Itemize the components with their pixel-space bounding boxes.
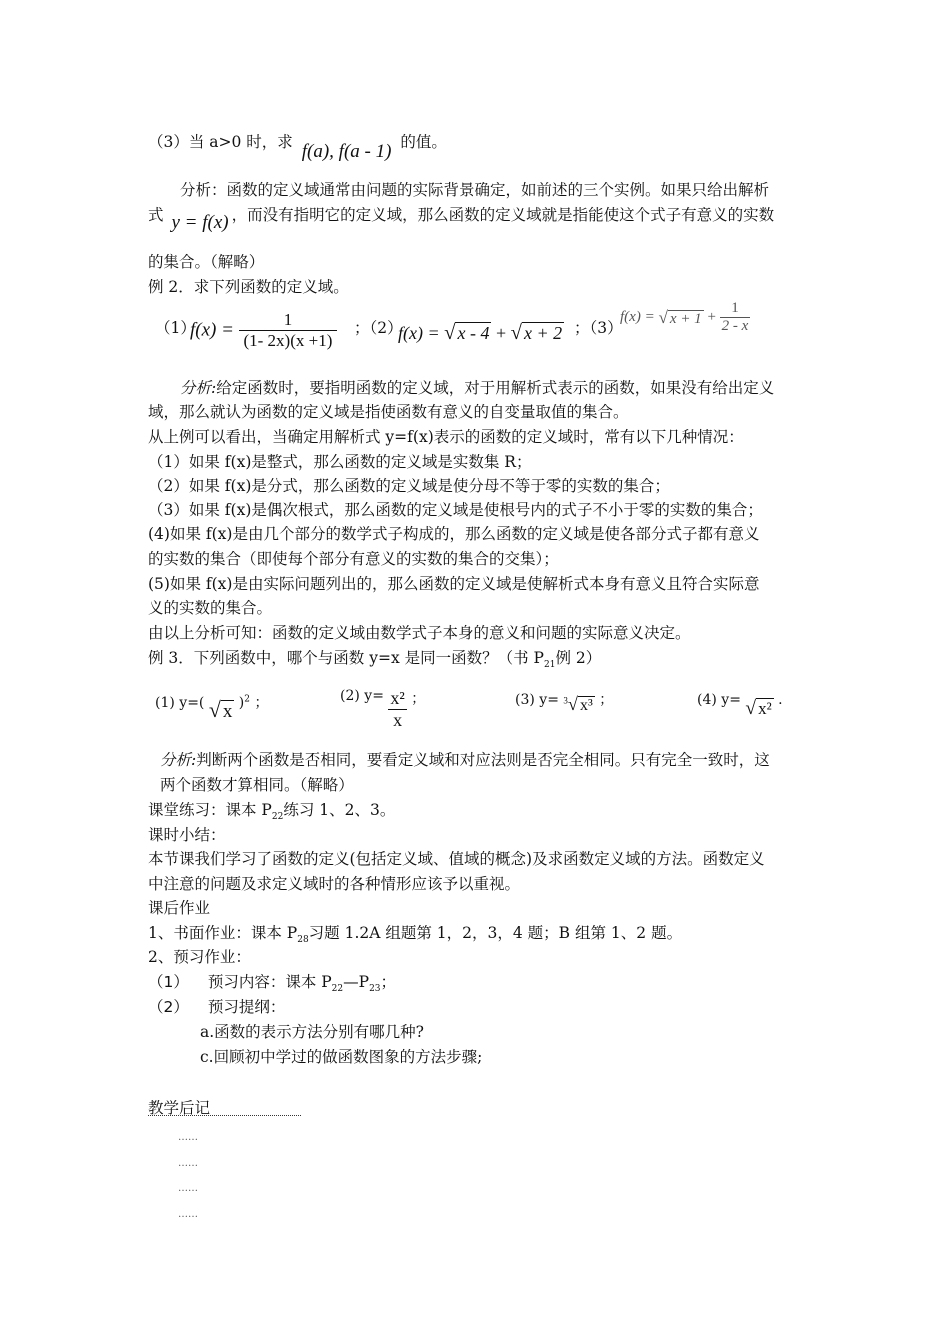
preview-item-1-dash: —P bbox=[343, 973, 370, 991]
option-3-radicand: x³ bbox=[579, 697, 593, 714]
formula-1-fraction bbox=[239, 310, 338, 351]
analysis-1-line-2 bbox=[148, 205, 775, 233]
formula-2-radicand-1: x - 4 bbox=[457, 323, 490, 343]
example-3-title-subscript: 21 bbox=[544, 660, 556, 671]
option-2-numerator: x² bbox=[390, 688, 405, 708]
formula-2-plus: + bbox=[495, 323, 507, 343]
analysis-3-text-1: 判断两个函数是否相同，要看定义域和对应法则是否完全相同。只有完全一致时，这 bbox=[196, 751, 770, 769]
preview-item-1-sub-1: 22 bbox=[331, 984, 344, 995]
case-4-line-2: 的实数的集合（即使每个部分有意义的实数的集合的交集）； bbox=[148, 550, 559, 568]
analysis-2-label: 分析: bbox=[180, 379, 217, 397]
formula-3-plus: + bbox=[707, 309, 716, 325]
cases-intro: 从上例可以看出，当确定用解析式 y=f(x)表示的函数的定义域时，常有以下几种情况： bbox=[148, 428, 744, 446]
example-3-title-end: 例 2） bbox=[555, 649, 602, 667]
practice-subscript: 22 bbox=[271, 812, 284, 823]
postscript-dots-2: …… bbox=[178, 1158, 198, 1169]
example-2-sep-2: ；（3） bbox=[574, 319, 623, 337]
case-5-line-2: 义的实数的集合。 bbox=[148, 599, 273, 617]
postscript-title: 教学后记 bbox=[148, 1099, 211, 1117]
option-1-end: ； bbox=[254, 695, 269, 711]
preview-item-1-text: 预习内容：课本 P bbox=[207, 973, 332, 991]
option-3-label: (3) y= bbox=[515, 692, 559, 708]
option-2-fraction bbox=[388, 688, 406, 731]
analysis-1-suffix: ，而没有指明它的定义域，那么函数的定义域就是指能使这个式子有意义的实数 bbox=[231, 206, 775, 224]
practice-text: 课堂练习：课本 P bbox=[148, 801, 272, 819]
option-2-denominator: x bbox=[393, 710, 403, 730]
postscript-dots-1: …… bbox=[178, 1132, 198, 1143]
option-1-radical: √ x bbox=[208, 698, 233, 722]
formula-3-fraction bbox=[720, 300, 751, 335]
preview-outline-a: a.函数的表示方法分别有哪几种? bbox=[200, 1023, 424, 1041]
option-3-radical: $^3$√ x³ bbox=[563, 694, 593, 714]
example-2-formula-3 bbox=[620, 300, 750, 335]
summary-line-1: 本节课我们学习了函数的定义(包括定义域、值域的概念)及求函数定义域的方法。函数定义 bbox=[148, 850, 765, 868]
example-3-option-3 bbox=[515, 688, 614, 714]
formula-3-numerator: 1 bbox=[720, 300, 751, 318]
analysis-1-formula: y = f(x) bbox=[171, 212, 229, 233]
question-3-line bbox=[148, 132, 447, 162]
option-1-paren: ) bbox=[238, 695, 245, 711]
preview-item-2-text: 预习提纲： bbox=[207, 998, 286, 1016]
postscript-dots-4: …… bbox=[178, 1209, 198, 1220]
example-3-title-text: 例 3．下列函数中，哪个与函数 y=x 是同一函数？（书 P bbox=[148, 649, 544, 667]
question-3-suffix: 的值。 bbox=[400, 133, 447, 151]
preview-item-1-end: ； bbox=[380, 973, 397, 991]
case-4-line-1: (4)如果 f(x)是由几个部分的数学式子构成的，那么函数的定义域是使各部分式子都有意义 bbox=[148, 525, 760, 543]
example-3-option-1 bbox=[155, 688, 269, 722]
analysis-3-line-1 bbox=[160, 750, 770, 770]
homework-1-text: 1、书面作业：课本 P bbox=[148, 924, 298, 942]
option-4-end: . bbox=[778, 692, 783, 708]
formula-2-radical-2: √ x + 2 bbox=[510, 322, 563, 344]
preview-item-1 bbox=[148, 972, 396, 999]
formula-2-radicand-2: x + 2 bbox=[523, 323, 563, 343]
example-2-label-1: （1） bbox=[155, 319, 196, 337]
example-3-option-2 bbox=[340, 688, 425, 731]
analysis-3-label: 分析: bbox=[160, 751, 197, 769]
cases-conclusion: 由以上分析可知：函数的定义域由数学式子本身的意义和问题的实际意义决定。 bbox=[148, 624, 691, 642]
postscript-underline bbox=[148, 1115, 301, 1116]
formula-2-radical-1: √ x - 4 bbox=[444, 322, 490, 344]
preview-item-2 bbox=[148, 997, 285, 1017]
question-3-formula: f(a), f(a - 1) bbox=[301, 141, 392, 162]
formula-2-lhs: f(x) = bbox=[398, 323, 440, 343]
analysis-2-line-1 bbox=[180, 378, 774, 398]
option-3-end: ； bbox=[599, 692, 614, 708]
option-2-end: ； bbox=[411, 691, 426, 707]
option-4-label: (4) y= bbox=[697, 692, 741, 708]
preview-outline-c: c.回顾初中学过的做函数图象的方法步骤; bbox=[200, 1048, 483, 1066]
example-2-sep-1: ；（2） bbox=[354, 319, 403, 337]
example-2-title: 例 2．求下列函数的定义域。 bbox=[148, 278, 349, 296]
question-3-prefix: （3）当 a>0 时，求 bbox=[148, 133, 293, 151]
practice-end: 练习 1、2、3。 bbox=[283, 801, 396, 819]
case-5-line-1: (5)如果 f(x)是由实际问题列出的，那么函数的定义域是使解析式本身有意义且符合实际意 bbox=[148, 575, 760, 593]
case-1: （1）如果 f(x)是整式，那么函数的定义域是实数集 R； bbox=[148, 453, 532, 471]
case-3: （3）如果 f(x)是偶次根式，那么函数的定义域是使根号内的式子不小于零的实数的集合； bbox=[148, 501, 763, 519]
formula-3-lhs: f(x) = bbox=[620, 309, 655, 325]
preview-item-2-number: （2） bbox=[148, 998, 189, 1016]
option-1-radicand: x bbox=[222, 701, 233, 722]
analysis-3-line-2: 两个函数才算相同。（解略） bbox=[160, 776, 354, 794]
analysis-1-line-1: 分析：函数的定义域通常由问题的实际背景确定，如前述的三个实例。如果只给出解析 bbox=[180, 181, 770, 199]
option-1-label: (1) y=( bbox=[155, 695, 205, 711]
formula-3-radical: √ x + 1 bbox=[658, 307, 702, 327]
postscript-dots-3: …… bbox=[178, 1183, 198, 1194]
example-3-title bbox=[148, 648, 601, 675]
preview-item-1-sub-2: 23 bbox=[369, 984, 381, 995]
homework-1-subscript: 28 bbox=[297, 935, 309, 946]
formula-1-denominator: (1- 2x)(x +1) bbox=[243, 331, 333, 350]
option-4-radical: √ x² bbox=[745, 698, 772, 719]
example-3-option-4 bbox=[697, 688, 783, 719]
formula-1-numerator: 1 bbox=[239, 310, 338, 331]
summary-line-2: 中注意的问题及求定义域时的各种情形应该予以重视。 bbox=[148, 875, 521, 893]
analysis-1-prefix: 式 bbox=[148, 206, 164, 224]
analysis-1-line-3: 的集合。（解略） bbox=[148, 253, 265, 271]
homework-title: 课后作业 bbox=[148, 899, 211, 917]
homework-2: 2、预习作业： bbox=[148, 948, 251, 966]
example-2-formula-2 bbox=[398, 322, 564, 345]
option-4-radicand: x² bbox=[758, 699, 772, 718]
analysis-2-text-1: 给定函数时，要指明函数的定义域，对于用解析式表示的函数，如果没有给出定义 bbox=[216, 379, 775, 397]
analysis-2-line-2: 域，那么就认为函数的定义域是指使函数有意义的自变量取值的集合。 bbox=[148, 403, 629, 421]
preview-item-1-number: （1） bbox=[148, 973, 189, 991]
summary-title: 课时小结： bbox=[148, 826, 226, 844]
option-2-label: (2) y= bbox=[340, 688, 384, 704]
option-3-index: 3 bbox=[563, 695, 568, 706]
formula-3-denominator: 2 - x bbox=[721, 318, 749, 334]
example-2-formula-1 bbox=[190, 310, 337, 351]
homework-1-end: 习题 1.2A 组题第 1，2，3，4 题；B 组第 1、2 题。 bbox=[308, 924, 683, 942]
option-1-exponent: 2 bbox=[244, 694, 250, 705]
formula-3-radicand: x + 1 bbox=[669, 310, 702, 327]
practice-line bbox=[148, 800, 395, 827]
formula-1-lhs: f(x) = bbox=[190, 319, 234, 341]
case-2: （2）如果 f(x)是分式，那么函数的定义域是使分母不等于零的实数的集合； bbox=[148, 477, 670, 495]
